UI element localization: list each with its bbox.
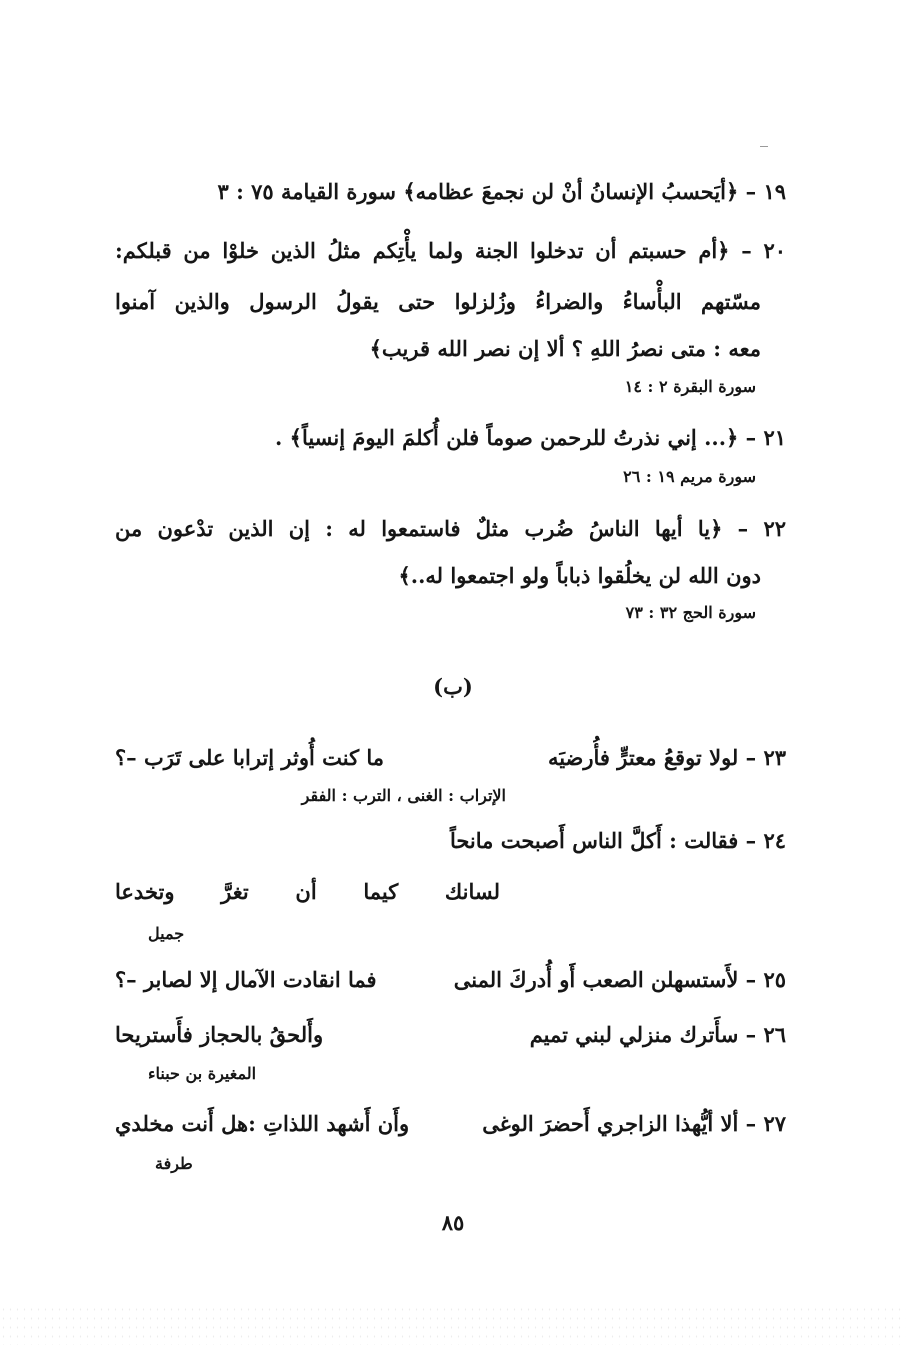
- verse-22-text-1: ﴿يا أيها الناسُ ضُرب مثلٌ فاستمعوا له : إن الذين تدْعون من: [115, 516, 723, 541]
- verse-20-source: سورة البقرة ٢ : ١٤: [624, 377, 756, 396]
- verse-19-text: ﴿أيَحسبُ الإنسانُ أنْ لن نجمعَ عظامه﴾ سورة القيامة ٧٥ : ٣: [217, 179, 739, 204]
- poem-25-number: ٢٥ –: [738, 967, 786, 992]
- section-heading: (ب): [433, 674, 473, 699]
- poem-26-first-hemistich: [530, 1020, 786, 1050]
- poem-24-number: ٢٤ –: [738, 828, 786, 853]
- poem-26-attribution: المغيرة بن حبناء: [148, 1064, 257, 1083]
- poem-23-note: الإتراب : الغنى ، الترب : الفقر: [301, 786, 506, 805]
- verse-21-source: سورة مريم ١٩ : ٢٦: [623, 467, 756, 486]
- page-number: ٨٥: [441, 1210, 465, 1235]
- poem-25-first-hemistich: [454, 965, 786, 995]
- verse-19-line-1: [115, 177, 786, 207]
- poem-23-first-hemistich: [548, 743, 786, 773]
- poem-23-second-hemistich: ما كنت أُوثر إترابا على تَرَب –؟: [115, 745, 385, 770]
- poem-27-first-hemistich: [482, 1109, 786, 1139]
- verse-21-text: ﴿... إني نذرتُ للرحمن صوماً فلن أُكلمَ اليومَ إنسياً﴾ .: [275, 425, 739, 450]
- scan-speck: [760, 146, 768, 147]
- poem-27-number: ٢٧ –: [738, 1111, 786, 1136]
- poem-27-second-hemistich: وأَن أَشهد اللذاتِ :هل أَنت مخلدي: [115, 1111, 410, 1136]
- poem-27-attribution: طرفة: [155, 1154, 193, 1173]
- poem-24-right-text: فقالت : أَكلَّ الناس أَصبحت مانحاً: [449, 828, 739, 853]
- poem-26-right-text: سأَترك منزلي لبني تميم: [529, 1022, 739, 1047]
- verse-21-line-1: [115, 423, 786, 453]
- verse-20-line-3: معه : متى نصرُ اللهِ ؟ ألا إن نصر الله قريب﴾: [369, 336, 761, 361]
- poem-26-second-hemistich: وأَلحقُ بالحجاز فأَستريحا: [115, 1022, 324, 1047]
- poem-24-attribution: جميل: [148, 924, 185, 943]
- verse-21-number: ٢١ –: [745, 425, 786, 450]
- poem-25-right-text: لأَستسهلن الصعب أَو أُدركَ المنى: [453, 967, 739, 992]
- poem-27-right-text: ألا أيُّهذا الزاجري أَحضرَ الوغى: [482, 1111, 739, 1136]
- verse-22-line-2: دون الله لن يخلُقوا ذباباً ولو اجتمعوا له..﴾: [398, 563, 761, 588]
- verse-20-text-1: ﴿أم حسبتم أن تدخلوا الجنة ولما يأْتِكم مثلُ الذين خلوْا من قبلكم:: [115, 238, 730, 263]
- poem-23-right-text: لولا توقعُ معترٍّ فأُرضيَه: [547, 745, 739, 770]
- verse-22-number: ٢٢ –: [737, 516, 786, 541]
- poem-24-second-hemistich: لسانك كيما أن تغرَّ وتخدعا: [115, 879, 500, 904]
- scan-noise: [0, 1305, 906, 1345]
- poem-23-number: ٢٣ –: [738, 745, 786, 770]
- verse-22-source: سورة الحج ٣٢ : ٧٣: [625, 603, 756, 622]
- poem-24-first-hemistich: [450, 826, 786, 856]
- verse-20-line-2: مسّتهم البأْساءُ والضراءُ وزُلزلوا حتى يقولُ الرسول والذين آمنوا: [115, 289, 761, 314]
- verse-19-number: ١٩ –: [745, 179, 786, 204]
- verse-20-number: ٢٠ –: [741, 238, 787, 263]
- poem-26-number: ٢٦ –: [738, 1022, 786, 1047]
- verse-22-line-1: [115, 514, 786, 544]
- verse-20-line-1: [115, 236, 786, 266]
- poem-25-second-hemistich: فما انقادت الآمال إلا لصابر –؟: [115, 967, 377, 992]
